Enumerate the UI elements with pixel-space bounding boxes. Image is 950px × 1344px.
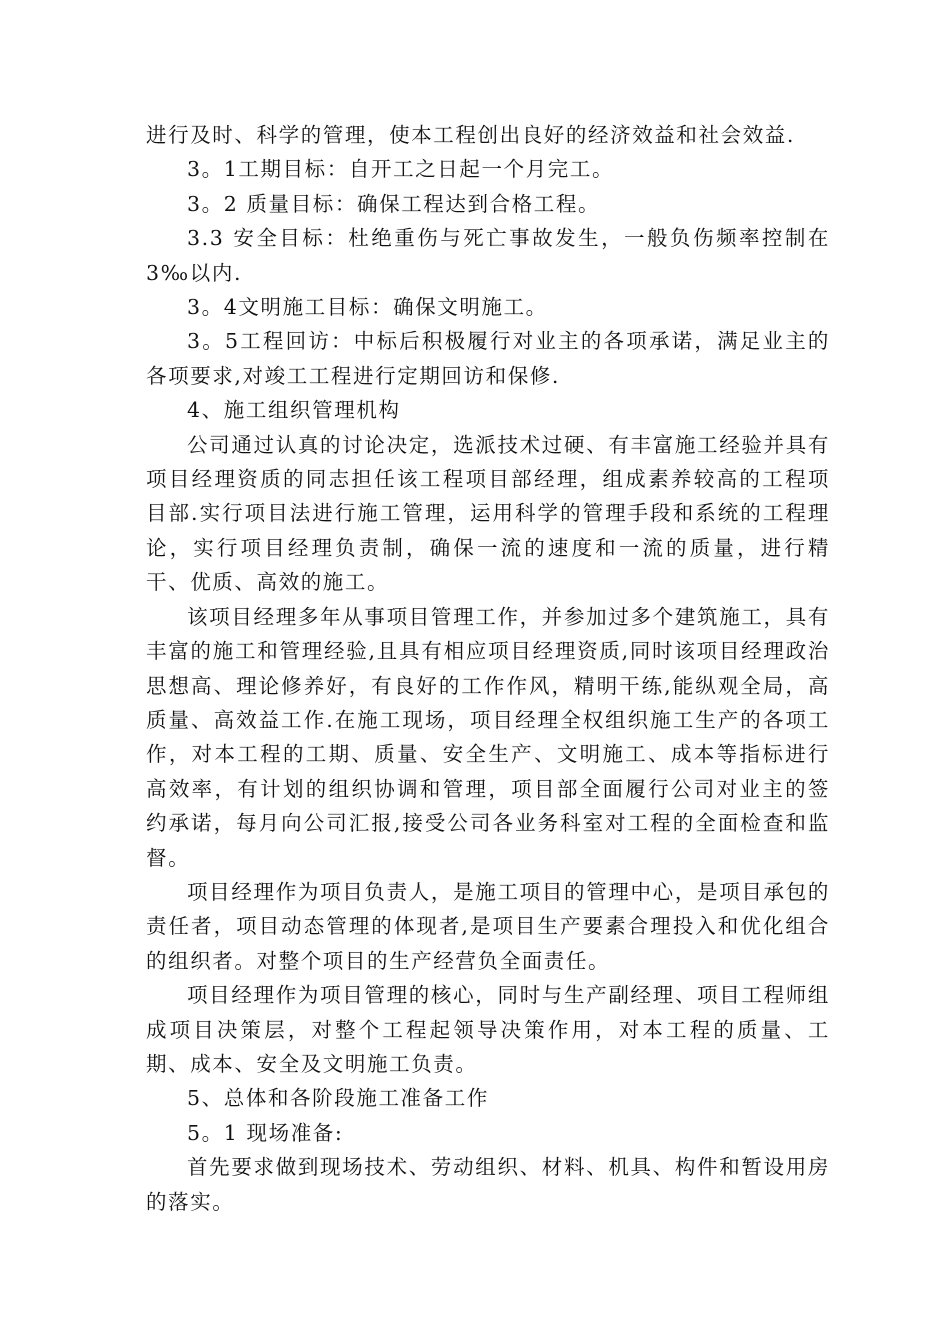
paragraph-quality-target: 3。2 质量目标：确保工程达到合格工程。	[187, 191, 601, 216]
paragraph-project-revisit: 3。5工程回访：中标后积极履行对业主的各项承诺，满足业主的各项要求,对竣工工程进行定期回访和保修.	[146, 329, 830, 388]
paragraph-project-manager-experience: 该项目经理多年从事项目管理工作，并参加过多个建筑施工，具有丰富的施工和管理经验,且具有相应项目经理资质,同时该项目经理政治思想高、理论修养好，有良好的工作作风，精明干练,能纵观全局，高质量、高效益工作.在施工现场，项目经理全权组织施工生产的各项工作，对本工程的工期、质量、安全生产、文明施工、成本等指标进行高效率，有计划的组织协调和管理，项目部全面履行公司对业主的签约承诺，每月向公司汇报,接受公司各业务科室对工程的全面检查和监督。	[146, 604, 830, 870]
paragraph-civilized-construction-target: 3。4文明施工目标：确保文明施工。	[187, 295, 548, 320]
section-heading-organization: 4、施工组织管理机构	[187, 398, 401, 423]
paragraph-project-manager-core: 项目经理作为项目管理的核心，同时与生产副经理、项目工程师组成项目决策层，对整个工程起领导决策作用，对本工程的质量、工期、成本、安全及文明施工负责。	[146, 983, 830, 1076]
paragraph-site-preparation: 首先要求做到现场技术、劳动组织、材料、机具、构件和暂设用房的落实。	[146, 1155, 830, 1214]
section-heading-preparation: 5、总体和各阶段施工准备工作	[187, 1086, 489, 1111]
paragraph-safety-target: 3.3 安全目标：杜绝重伤与死亡事故发生，一般负伤频率控制在3‰以内.	[146, 226, 830, 285]
paragraph-project-manager-role: 项目经理作为项目负责人，是施工项目的管理中心，是项目承包的责任者，项目动态管理的体现者,是项目生产要素合理投入和优化组合的组织者。对整个项目的生产经营负全面责任。	[146, 879, 830, 973]
document-body	[146, 118, 830, 1219]
paragraph-continuation: 进行及时、科学的管理，使本工程创出良好的经济效益和社会效益.	[146, 123, 796, 147]
paragraph-schedule-target: 3。1工期目标：自开工之日起一个月完工。	[187, 157, 615, 182]
paragraph-company-decision: 公司通过认真的讨论决定，选派技术过硬、有丰富施工经验并具有项目经理资质的同志担任该工程项目部经理，组成素养较高的工程项目部.实行项目法进行施工管理，运用科学的管理手段和系统的工程理论，实行项目经理负责制，确保一流的速度和一流的质量，进行精干、优质、高效的施工。	[146, 432, 830, 595]
subsection-heading-site-preparation: 5。1 现场准备:	[187, 1120, 344, 1145]
